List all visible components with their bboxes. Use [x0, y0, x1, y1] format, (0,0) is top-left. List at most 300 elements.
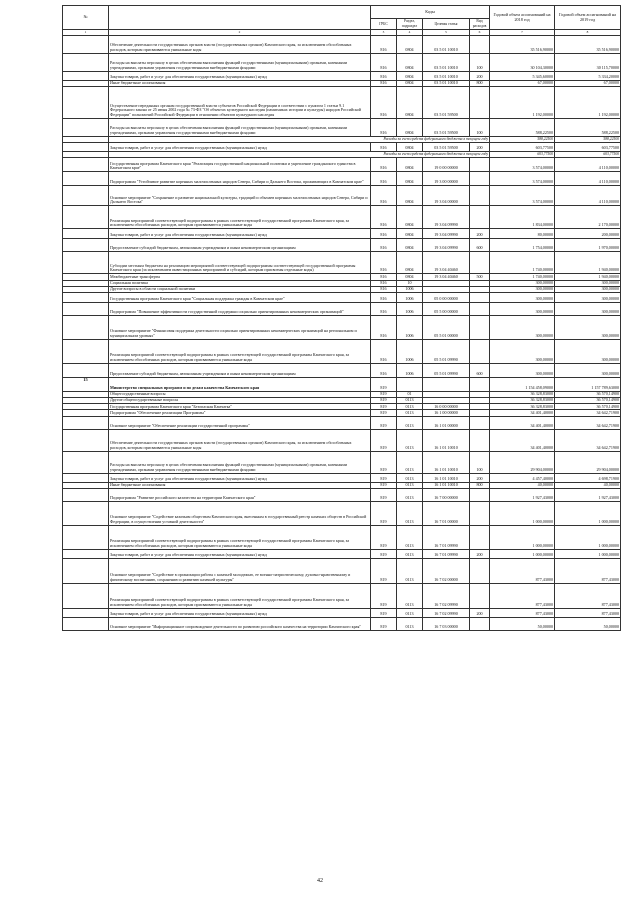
cell-target-article: 16 7 01 09990 [423, 549, 470, 558]
cell-grbs: 816 [371, 280, 397, 286]
cell-grbs: 816 [371, 35, 397, 53]
column-index: 5 [423, 30, 470, 36]
cell-name: Обеспечение деятельности государственных органов власти (государственных органов) Камчатского края, за исключением обособленных расходов, которым присваиваются уникальные коды [109, 429, 371, 451]
cell-name: Осуществление переданных органам государственной власти субъектов Российской Федерации в соответствии с пунктом 1 статьи 9.1 Федерального закона от 25 июня 2002 года № 73-ФЗ "Об объектах культурного наследия (памятниках истории и культуры) народов Российской Федерации" полномочий Российской Федерации в отношении объектов культурного наследия [109, 86, 371, 118]
cell-target-article: 19 3 04 00000 [423, 186, 470, 206]
cell-amount-2019: 35 516,90000 [555, 35, 621, 53]
cell-razdel: 1006 [397, 302, 423, 315]
cell-amount-2018: 40,00000 [490, 482, 555, 488]
cell-grbs: 816 [371, 252, 397, 274]
cell-grbs: 816 [371, 86, 397, 118]
cell-number [63, 292, 109, 302]
cell-expense-type: 100 [470, 118, 490, 136]
cell-grbs: 816 [371, 53, 397, 71]
cell-amount-2018: 300,00000 [490, 280, 555, 286]
cell-expense-type: 600 [470, 239, 490, 252]
table-row [63, 429, 621, 451]
cell-grbs: 816 [371, 339, 397, 363]
cell-razdel: 0804 [397, 239, 423, 252]
cell-expense-type: 100 [470, 451, 490, 473]
cell-target-article: 16 1 00 00000 [423, 410, 470, 416]
column-index: 3 [371, 30, 397, 36]
cell-amount-2018: 3 574,00000 [490, 186, 555, 206]
cell-razdel: 0113 [397, 501, 423, 525]
cell-razdel: 0804 [397, 206, 423, 229]
cell-amount-2019: 36 570,14900 [555, 404, 621, 410]
cell-name: Закупка товаров, работ и услуг для обеспечения государственных (муниципальных) нужд [109, 549, 371, 558]
cell-amount-2019: 4 110,00000 [555, 172, 621, 186]
cell-amount-2019: 300,00000 [555, 280, 621, 286]
cell-target-article: 03 5 01 10010 [423, 80, 470, 86]
cell-amount-2018: 603,77500 [490, 152, 555, 158]
table-row [63, 377, 621, 391]
cell-target-article: 16 1 01 10010 [423, 482, 470, 488]
cell-target-article: 19 3 04 40460 [423, 252, 470, 274]
page-number: 42 [317, 878, 323, 884]
table-row [63, 292, 621, 302]
cell-razdel: 10 [397, 280, 423, 286]
cell-number [63, 118, 109, 136]
cell-number [63, 363, 109, 377]
cell-expense-type: 800 [470, 482, 490, 488]
table-row [63, 53, 621, 71]
cell-amount-2018: 34 401,40000 [490, 416, 555, 429]
cell-grbs: 819 [371, 404, 397, 410]
cell-expense-type: 200 [470, 229, 490, 239]
cell-name: Реализация мероприятий соответствующей подпрограммы в рамках соответствующей государственной программы Камчатского края, за исключением обособленных расходов, которым присваиваются уникальные коды [109, 525, 371, 549]
cell-grbs: 816 [371, 363, 397, 377]
cell-razdel: 0113 [397, 429, 423, 451]
header-year-2019: Годовой объем ассигнований на 2019 год [555, 6, 621, 30]
cell-amount-2018: 4 457,40000 [490, 473, 555, 482]
cell-expense-type [470, 525, 490, 549]
cell-target-article: 03 5 01 59500 [423, 86, 470, 118]
cell-number [63, 429, 109, 451]
cell-amount-2019: 1 000,00000 [555, 525, 621, 549]
cell-grbs: 819 [371, 608, 397, 617]
cell-amount-2018: 34 401,40000 [490, 410, 555, 416]
cell-razdel: 1006 [397, 339, 423, 363]
cell-note: Расходы за счет средств федерального бюджета в текущем году [109, 136, 490, 142]
cell-name: Иные бюджетные ассигнования [109, 80, 371, 86]
cell-grbs: 819 [371, 617, 397, 630]
cell-grbs: 816 [371, 158, 397, 172]
cell-amount-2019: 34 642,71900 [555, 429, 621, 451]
cell-amount-2018: 300,00000 [490, 302, 555, 315]
cell-grbs: 819 [371, 549, 397, 558]
cell-grbs: 816 [371, 315, 397, 339]
cell-amount-2018: 67,00000 [490, 80, 555, 86]
cell-amount-2019: 50,00000 [555, 617, 621, 630]
cell-amount-2018: 300,00000 [490, 315, 555, 339]
budget-table [62, 5, 621, 631]
cell-name: Другие вопросы в области социальной политики [109, 286, 371, 292]
table-row [63, 315, 621, 339]
cell-amount-2018: 1 834,00000 [490, 206, 555, 229]
table-row [63, 239, 621, 252]
cell-name: Предоставление субсидий бюджетным, автономным учреждениям и иным некоммерческим организациям [109, 239, 371, 252]
cell-amount-2018: 50,00000 [490, 617, 555, 630]
cell-expense-type [470, 429, 490, 451]
cell-name: Основное мероприятие "Обеспечение реализации государственной программы" [109, 416, 371, 429]
cell-name: Закупка товаров, работ и услуг для обеспечения государственных (муниципальных) нужд [109, 229, 371, 239]
cell-expense-type: 200 [470, 71, 490, 80]
table-row [63, 252, 621, 274]
cell-name: Государственная программа Камчатского края "Реализация государственной национальной политики и укрепление гражданского единства в Камчатском крае" [109, 158, 371, 172]
cell-expense-type [470, 206, 490, 229]
cell-expense-type: 800 [470, 80, 490, 86]
cell-target-article: 03 5 01 10010 [423, 35, 470, 53]
cell-amount-2018: 34 401,40000 [490, 429, 555, 451]
cell-razdel: 0113 [397, 488, 423, 501]
cell-name: Государственная программа Камчатского края "Безопасная Камчатка" [109, 404, 371, 410]
cell-amount-2019: 603,77500 [555, 143, 621, 152]
cell-target-article: 19 3 04 09990 [423, 206, 470, 229]
cell-grbs: 816 [371, 239, 397, 252]
cell-amount-2019: 1 927,43000 [555, 488, 621, 501]
cell-grbs: 816 [371, 118, 397, 136]
cell-grbs: 816 [371, 186, 397, 206]
cell-number [63, 143, 109, 152]
cell-razdel: 0113 [397, 416, 423, 429]
cell-target-article: 05 0 00 00000 [423, 292, 470, 302]
table-row [63, 363, 621, 377]
header-grbs: ГРБС [371, 18, 397, 30]
cell-expense-type: 600 [470, 363, 490, 377]
cell-razdel: 0804 [397, 252, 423, 274]
cell-grbs: 816 [371, 274, 397, 280]
cell-name: Другие общегосударственные вопросы [109, 398, 371, 404]
cell-razdel: 0113 [397, 583, 423, 608]
cell-amount-2019: 1 157 789,63000 [555, 377, 621, 391]
header-row [63, 6, 621, 19]
cell-razdel: 1006 [397, 363, 423, 377]
cell-amount-2018: 1 740,00000 [490, 252, 555, 274]
cell-grbs: 819 [371, 482, 397, 488]
cell-amount-2018: 35 516,90000 [490, 35, 555, 53]
column-index: 4 [397, 30, 423, 36]
cell-razdel: 0804 [397, 80, 423, 86]
table-row [63, 86, 621, 118]
cell-number [63, 35, 109, 53]
cell-expense-type [470, 302, 490, 315]
cell-amount-2018: 36 328,83000 [490, 404, 555, 410]
cell-target-article: 16 0 00 00000 [423, 404, 470, 410]
cell-target-article: 19 3 04 40460 [423, 274, 470, 280]
cell-grbs: 819 [371, 429, 397, 451]
cell-target-article: 03 5 01 59500 [423, 143, 470, 152]
cell-amount-2018: 1 754,00000 [490, 239, 555, 252]
cell-amount-2018: 1 000,00000 [490, 549, 555, 558]
cell-grbs: 816 [371, 286, 397, 292]
cell-amount-2019: 30 115,70000 [555, 53, 621, 71]
cell-razdel: 0113 [397, 617, 423, 630]
cell-number [63, 451, 109, 473]
cell-name: Реализация мероприятий соответствующей подпрограммы в рамках соответствующей государственной программы Камчатского края, за исключением обособленных расходов, которым присваиваются уникальные коды [109, 206, 371, 229]
cell-number [63, 252, 109, 274]
table-row [63, 549, 621, 558]
cell-amount-2019: 300,00000 [555, 286, 621, 292]
cell-amount-2018: 588,22500 [490, 136, 555, 142]
cell-name: Закупка товаров, работ и услуг для обеспечения государственных (муниципальных) нужд [109, 71, 371, 80]
cell-amount-2018: 29 904,00000 [490, 451, 555, 473]
cell-name: Подпрограмма "Устойчивое развитие коренных малочисленных народов Севера, Сибири и Дальнего Востока, проживающих в Камчатском крае" [109, 172, 371, 186]
cell-grbs: 816 [371, 71, 397, 80]
cell-name: Расходы на выплаты персоналу в целях обеспечения выполнения функций государственными (муниципальными) органами, казенными учреждениями, органами управления государственными внебюджетными фондами [109, 118, 371, 136]
cell-amount-2019: 603,77500 [555, 152, 621, 158]
cell-number [63, 86, 109, 118]
cell-amount-2019: 34 642,71900 [555, 416, 621, 429]
cell-target-article: 16 7 03 00000 [423, 617, 470, 630]
cell-grbs: 816 [371, 206, 397, 229]
cell-grbs: 816 [371, 302, 397, 315]
cell-target-article: 19 3 04 09990 [423, 229, 470, 239]
cell-target-article: 03 5 01 10010 [423, 71, 470, 80]
cell-razdel: 0804 [397, 158, 423, 172]
header-year-2018: Годовой объем ассигнований на 2018 год [490, 6, 555, 30]
cell-number [63, 239, 109, 252]
cell-expense-type [470, 186, 490, 206]
table-row [63, 229, 621, 239]
cell-grbs: 819 [371, 501, 397, 525]
cell-target-article: 19 3 04 09990 [423, 239, 470, 252]
cell-amount-2019: 36 570,14900 [555, 398, 621, 404]
cell-razdel: 1006 [397, 315, 423, 339]
cell-name: Социальная политика [109, 280, 371, 286]
cell-amount-2018: 80,00000 [490, 229, 555, 239]
cell-target-article: 16 7 00 00000 [423, 488, 470, 501]
cell-number [63, 302, 109, 315]
cell-name: Основное мероприятие "Содействие казачьим обществам Камчатского края, внесенным в государственный реестр казачьих обществ в Российской Федерации, в осуществлении уставной деятельности" [109, 501, 371, 525]
cell-amount-2019: 4 110,00000 [555, 158, 621, 172]
cell-grbs: 819 [371, 398, 397, 404]
cell-expense-type: 200 [470, 143, 490, 152]
cell-name: Реализация мероприятий соответствующей подпрограммы в рамках соответствующей государственной программы Камчатского края, за исключением обособленных расходов, которым присваиваются уникальные коды [109, 339, 371, 363]
column-index: 8 [555, 30, 621, 36]
cell-target-article: 16 1 01 10010 [423, 429, 470, 451]
table-row [63, 451, 621, 473]
table-row [63, 339, 621, 363]
cell-amount-2018: 36 328,83000 [490, 398, 555, 404]
cell-razdel: 1006 [397, 286, 423, 292]
table-row [63, 583, 621, 608]
cell-amount-2019: 877,43000 [555, 608, 621, 617]
cell-amount-2018: 877,43000 [490, 608, 555, 617]
table-body [63, 35, 621, 630]
cell-name: Государственная программа Камчатского края "Социальная поддержка граждан в Камчатском крае" [109, 292, 371, 302]
cell-name: Подпрограмма "Повышение эффективности государственной поддержки социально ориентированных некоммерческих организаций" [109, 302, 371, 315]
cell-razdel: 0113 [397, 558, 423, 583]
cell-amount-2018: 300,00000 [490, 286, 555, 292]
cell-number [63, 608, 109, 617]
cell-amount-2018: 300,00000 [490, 363, 555, 377]
cell-amount-2018: 36 328,83000 [490, 391, 555, 397]
cell-target-article: 16 1 01 10010 [423, 473, 470, 482]
table-row [63, 416, 621, 429]
cell-amount-2019: 34 642,71900 [555, 410, 621, 416]
cell-razdel: 0113 [397, 525, 423, 549]
cell-amount-2019: 1 192,00000 [555, 86, 621, 118]
table-row [63, 172, 621, 186]
cell-amount-2018: 588,22500 [490, 118, 555, 136]
cell-target-article: 03 5 01 59500 [423, 118, 470, 136]
cell-expense-type: 200 [470, 608, 490, 617]
cell-grbs: 819 [371, 410, 397, 416]
cell-number [63, 53, 109, 71]
cell-amount-2018: 1 927,43000 [490, 488, 555, 501]
cell-target-article [423, 377, 470, 391]
cell-amount-2019: 67,00000 [555, 80, 621, 86]
cell-amount-2018: 1 000,00000 [490, 525, 555, 549]
cell-amount-2018: 300,00000 [490, 339, 555, 363]
cell-amount-2019: 2 170,00000 [555, 206, 621, 229]
cell-amount-2019: 40,00000 [555, 482, 621, 488]
cell-target-article: 16 1 01 10010 [423, 451, 470, 473]
header-target-article: Целевая статья [423, 18, 470, 30]
cell-name: Основное мероприятие "Финансовая поддержка деятельности социально ориентированных некоммерческих организаций на региональном и муниципальном уровнях" [109, 315, 371, 339]
cell-expense-type: 500 [470, 274, 490, 280]
cell-expense-type [470, 292, 490, 302]
cell-amount-2019: 588,22500 [555, 118, 621, 136]
cell-expense-type: 200 [470, 549, 490, 558]
cell-expense-type [470, 501, 490, 525]
cell-razdel: 0804 [397, 71, 423, 80]
table-row [63, 71, 621, 80]
cell-razdel: 0113 [397, 398, 423, 404]
cell-razdel: 0804 [397, 274, 423, 280]
cell-expense-type [470, 488, 490, 501]
cell-razdel: 0804 [397, 186, 423, 206]
cell-amount-2019: 36 570,14900 [555, 391, 621, 397]
cell-target-article: 05 5 01 09990 [423, 339, 470, 363]
cell-amount-2018: 300,00000 [490, 292, 555, 302]
cell-number [63, 617, 109, 630]
cell-expense-type [470, 35, 490, 53]
cell-expense-type [470, 339, 490, 363]
cell-name: Расходы на выплаты персоналу в целях обеспечения выполнения функций государственными (муниципальными) органами, казенными учреждениями, органами управления государственными внебюджетными фондами [109, 53, 371, 71]
cell-name: Основное мероприятие "Содействие в организации работы с казачьей молодежью, ее военно-патриотическому, духовно-нравственному и физическому воспитанию, сохранению и развитию казачьей культуры" [109, 558, 371, 583]
header-name [109, 6, 371, 30]
cell-amount-2019: 4 698,71900 [555, 473, 621, 482]
cell-amount-2019: 588,22500 [555, 136, 621, 142]
cell-name: Закупка товаров, работ и услуг для обеспечения государственных (муниципальных) нужд [109, 608, 371, 617]
table-row [63, 158, 621, 172]
cell-amount-2018: 1 740,00000 [490, 274, 555, 280]
table-row [63, 206, 621, 229]
document-page [62, 5, 620, 631]
table-row [63, 35, 621, 53]
cell-grbs: 819 [371, 416, 397, 429]
cell-target-article: 05 5 01 00000 [423, 315, 470, 339]
cell-razdel: 0113 [397, 410, 423, 416]
cell-amount-2019: 877,43000 [555, 558, 621, 583]
table-row [63, 186, 621, 206]
cell-target-article: 16 7 01 09990 [423, 525, 470, 549]
cell-razdel: 0804 [397, 172, 423, 186]
cell-number [63, 473, 109, 482]
cell-name: Закупка товаров, работ и услуг для обеспечения государственных (муниципальных) нужд [109, 143, 371, 152]
cell-number [63, 315, 109, 339]
cell-amount-2018: 1 154 458,09000 [490, 377, 555, 391]
cell-amount-2019: 1 000,00000 [555, 549, 621, 558]
cell-name: Реализация мероприятий соответствующей подпрограммы в рамках соответствующей государственной программы Камчатского края, за исключением обособленных расходов, которым присваиваются уникальные коды [109, 583, 371, 608]
table-row [63, 488, 621, 501]
cell-name: Министерство специальных программ и по делам казачества Камчатского края [109, 377, 371, 391]
table-row [63, 558, 621, 583]
cell-amount-2018: 30 104,30000 [490, 53, 555, 71]
cell-amount-2018: 1 192,00000 [490, 86, 555, 118]
cell-target-article: 16 7 02 09990 [423, 583, 470, 608]
header-razdel: Раздел, подраздел [397, 18, 423, 30]
cell-amount-2019: 5 334,20000 [555, 71, 621, 80]
cell-name: Предоставление субсидий бюджетным, автономным учреждениям и иным некоммерческим организациям [109, 363, 371, 377]
cell-number [63, 339, 109, 363]
cell-name: Иные бюджетные ассигнования [109, 482, 371, 488]
table-row [63, 118, 621, 136]
cell-name: Субсидии местным бюджетам на реализацию мероприятий соответствующей подпрограммы соответствующей государственной программы Камчатского края (за исключением инвестиционных мероприятий и субсидий, которым присвоены отдельные коды) [109, 252, 371, 274]
cell-name: Обеспечение деятельности государственных органов власти (государственных органов) Камчатского края, за исключением обособленных расходов, которым присваиваются уникальные коды [109, 35, 371, 53]
cell-number [63, 488, 109, 501]
cell-note: Расходы за счет средств федерального бюджета в текущем году [109, 152, 490, 158]
cell-expense-type [470, 416, 490, 429]
cell-number [63, 172, 109, 186]
table-row [63, 617, 621, 630]
column-index: 7 [490, 30, 555, 36]
table-row [63, 525, 621, 549]
cell-number: 15 [63, 377, 109, 391]
cell-number [63, 558, 109, 583]
cell-razdel: 0113 [397, 473, 423, 482]
cell-grbs: 819 [371, 525, 397, 549]
cell-grbs: 816 [371, 172, 397, 186]
cell-name: Подпрограмма "Развитие российского казачества на территории Камчатского края" [109, 488, 371, 501]
cell-amount-2019: 1 970,00000 [555, 239, 621, 252]
cell-razdel: 0113 [397, 404, 423, 410]
cell-target-article: 16 1 01 00000 [423, 416, 470, 429]
cell-number [63, 501, 109, 525]
cell-amount-2019: 1 940,00000 [555, 252, 621, 274]
cell-number [63, 525, 109, 549]
cell-razdel: 0113 [397, 608, 423, 617]
cell-grbs: 819 [371, 377, 397, 391]
cell-expense-type [470, 86, 490, 118]
cell-number [63, 416, 109, 429]
column-index: 2 [109, 30, 371, 36]
cell-razdel: 0804 [397, 118, 423, 136]
cell-name: Основное мероприятие "Информационное сопровождение деятельности по развитию российского казачества на территории Камчатского края" [109, 617, 371, 630]
cell-number [63, 158, 109, 172]
cell-razdel: 1006 [397, 292, 423, 302]
cell-grbs: 819 [371, 391, 397, 397]
cell-target-article: 05 5 01 09990 [423, 363, 470, 377]
cell-target-article: 16 7 01 00000 [423, 501, 470, 525]
cell-grbs: 816 [371, 143, 397, 152]
cell-razdel: 0804 [397, 143, 423, 152]
cell-name: Подпрограмма "Обеспечение реализации Программы" [109, 410, 371, 416]
cell-amount-2018: 1 000,00000 [490, 501, 555, 525]
cell-amount-2019: 1 940,00000 [555, 274, 621, 280]
cell-expense-type [470, 583, 490, 608]
cell-number [63, 186, 109, 206]
cell-name: Общегосударственные вопросы [109, 391, 371, 397]
cell-expense-type [470, 377, 490, 391]
cell-expense-type [470, 158, 490, 172]
cell-amount-2018: 3 574,00000 [490, 172, 555, 186]
cell-razdel [397, 377, 423, 391]
cell-amount-2019: 4 110,00000 [555, 186, 621, 206]
cell-target-article: 19 0 00 00000 [423, 158, 470, 172]
cell-amount-2018: 603,77500 [490, 143, 555, 152]
